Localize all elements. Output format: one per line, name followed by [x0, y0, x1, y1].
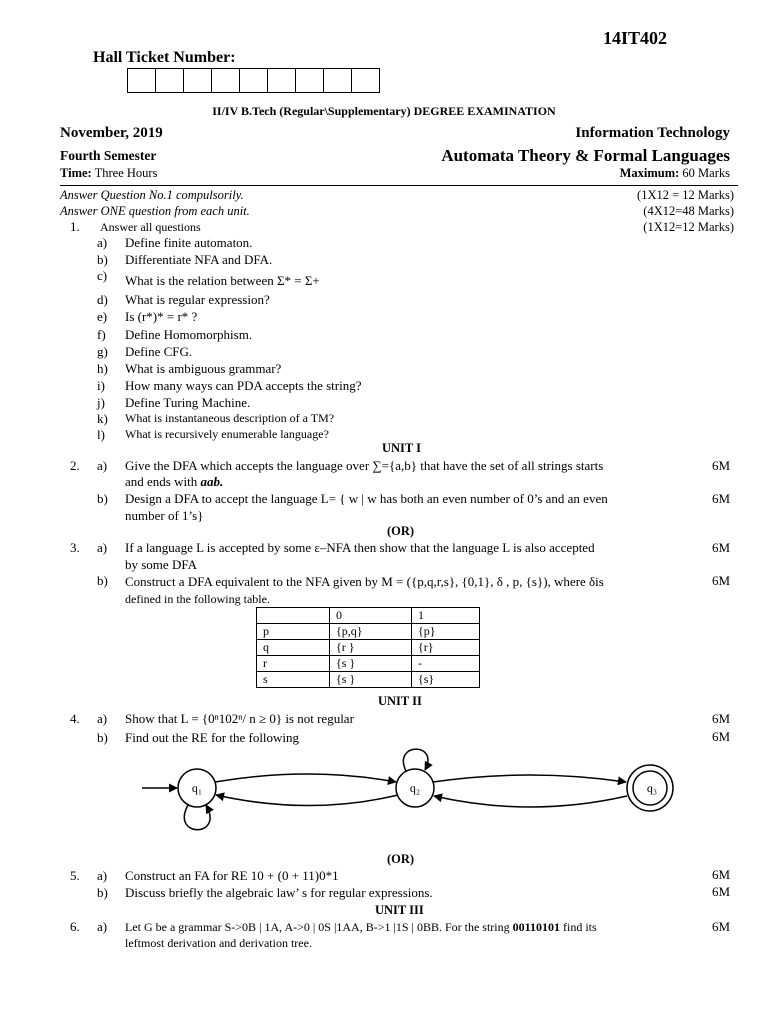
table-cell: {r}	[412, 640, 480, 656]
edge-q2-q3	[433, 775, 626, 782]
max-value: 60 Marks	[682, 166, 730, 180]
q6-number: 6.	[70, 919, 80, 934]
exam-date: November, 2019	[60, 125, 163, 141]
q2-number: 2.	[70, 458, 80, 473]
ticket-box	[212, 69, 240, 92]
table-cell: {p,q}	[330, 624, 412, 640]
ticket-box	[296, 69, 324, 92]
q2-self-loop	[403, 749, 428, 771]
q4b-marks: 6M	[712, 729, 731, 744]
q1-self-loop	[184, 805, 210, 830]
time-value: Three Hours	[94, 166, 158, 180]
q3a-label: a)	[97, 540, 108, 555]
table-header-cell: 1	[412, 608, 480, 624]
time-label: Time:	[60, 166, 92, 180]
table-row	[257, 640, 480, 656]
state-q1-label: q₁	[191, 781, 203, 795]
q1-part-text: What is recursively enumerable language?	[125, 427, 329, 441]
edge-q2-q1	[216, 795, 398, 806]
q1-part-text: Differentiate NFA and DFA.	[125, 252, 273, 267]
q6a-label: a)	[97, 919, 108, 934]
table-cell: q	[257, 640, 330, 656]
table-cell: {p}	[412, 624, 480, 640]
q1-part-label: e)	[97, 309, 108, 324]
edge-q3-q2	[434, 796, 627, 807]
state-q3-label: q₃	[646, 781, 658, 795]
q1-part-label: i)	[97, 378, 105, 393]
transition-table	[256, 607, 480, 688]
q5a-label: a)	[97, 868, 108, 883]
max-label: Maximum:	[619, 166, 680, 180]
q6a-marks: 6M	[712, 919, 731, 934]
table-cell: p	[257, 624, 330, 640]
hall-ticket-label: Hall Ticket Number:	[93, 49, 236, 66]
table-row	[257, 672, 480, 688]
q1-part-text: What is instantaneous description of a TM?	[125, 411, 335, 425]
q4a-marks: 6M	[712, 711, 731, 726]
q1-part-label: h)	[97, 361, 108, 376]
q2a-text-bold: aab.	[200, 474, 224, 489]
table-cell: r	[257, 656, 330, 672]
semester: Fourth Semester	[60, 148, 157, 163]
q1-marks: (1X12=12 Marks)	[643, 220, 734, 234]
ticket-box	[156, 69, 184, 92]
q1-part-label: j)	[97, 395, 105, 410]
q1-part-label: c)	[97, 268, 108, 283]
ticket-box	[324, 69, 352, 92]
course-code: 14IT402	[603, 28, 668, 48]
q6a-text	[125, 920, 597, 935]
q1-text: Answer all questions	[100, 220, 201, 234]
q1-part-text: What is the relation between Σ* = Σ+	[125, 273, 320, 288]
header-rule	[60, 185, 738, 186]
table-cell: {s}	[412, 672, 480, 688]
q1-part-text: How many ways can PDA accepts the string?	[125, 378, 362, 393]
q5-number: 5.	[70, 868, 80, 883]
unit-1-heading: UNIT I	[382, 441, 422, 455]
q2a-text: Give the DFA which accepts the language over ∑={a,b} that have the set of all strings starts	[125, 458, 604, 473]
or-divider: (OR)	[387, 852, 415, 866]
q2a-label: a)	[97, 458, 108, 473]
q4a-label: a)	[97, 711, 108, 726]
q4-number: 4.	[70, 711, 80, 726]
state-q2-label: q₂	[409, 781, 421, 795]
unit-3-heading: UNIT III	[375, 903, 424, 917]
q6a-text-bold: 00110101	[512, 920, 560, 934]
q6a-text-part1: Let G be a grammar S->0B | 1A, A->0 | 0S |1AA, B->1 |1S | 0BB. For the string	[125, 920, 513, 934]
q1-part-label: b)	[97, 252, 108, 267]
q2b-marks: 6M	[712, 491, 731, 506]
table-cell: {r }	[330, 640, 412, 656]
ticket-box	[352, 69, 379, 92]
q1-part-label: g)	[97, 344, 108, 359]
q6a-text-cont: leftmost derivation and derivation tree.	[125, 936, 312, 950]
department: Information Technology	[575, 125, 730, 141]
q3a-marks: 6M	[712, 540, 731, 555]
ticket-box	[268, 69, 296, 92]
table-cell: {s }	[330, 672, 412, 688]
q3b-text: Construct a DFA equivalent to the NFA given by M = ({p,q,r,s}, {0,1}, δ , p, {s}), where δis	[125, 574, 604, 589]
instruction-1-marks: (1X12 = 12 Marks)	[637, 188, 734, 202]
q1-part-text: Define Turing Machine.	[125, 395, 251, 410]
q2b-text: Design a DFA to accept the language L= { w | w has both an even number of 0’s and an even	[125, 491, 608, 506]
time-info	[60, 166, 157, 181]
q3a-text-cont: by some DFA	[125, 557, 197, 572]
q3b-marks: 6M	[712, 573, 731, 588]
table-cell: -	[412, 656, 480, 672]
q1-part-label: a)	[97, 235, 108, 250]
exam-title: II/IV B.Tech (Regular\Supplementary) DEGREE EXAMINATION	[212, 104, 556, 118]
table-header-cell: 0	[330, 608, 412, 624]
max-marks-info	[620, 166, 730, 181]
q3b-text-cont: defined in the following table.	[125, 592, 270, 606]
edge-q1-q2	[215, 774, 396, 782]
q1-part-text: Is (r*)* = r* ?	[125, 309, 198, 324]
q4b-label: b)	[97, 730, 108, 745]
q2a-text-cont	[125, 474, 223, 490]
q1-part-text: Define finite automaton.	[125, 235, 253, 250]
q1-part-text: Define Homomorphism.	[125, 327, 253, 342]
q5b-text: Discuss briefly the algebraic law’ s for regular expressions.	[125, 885, 433, 900]
q2b-text-cont: number of 1’s}	[125, 508, 204, 523]
table-row	[257, 656, 480, 672]
q1-number: 1.	[70, 219, 80, 234]
q4a-text: Show that L = {0ⁿ102ⁿ/ n ≥ 0} is not regular	[125, 711, 354, 726]
instruction-2: Answer ONE question from each unit.	[60, 204, 250, 218]
or-divider: (OR)	[387, 524, 415, 538]
q5b-marks: 6M	[712, 884, 731, 899]
q3-number: 3.	[70, 540, 80, 555]
unit-2-heading: UNIT II	[378, 694, 422, 708]
state-diagram	[130, 746, 690, 838]
q2b-label: b)	[97, 491, 108, 506]
instruction-1: Answer Question No.1 compulsorily.	[60, 188, 244, 202]
table-header-row	[257, 608, 480, 624]
q1-part-text: What is ambiguous grammar?	[125, 361, 282, 376]
subject-title: Automata Theory & Formal Languages	[441, 146, 730, 165]
q1-part-label: d)	[97, 292, 108, 307]
ticket-box	[240, 69, 268, 92]
q1-part-label: f)	[97, 327, 106, 342]
q3b-label: b)	[97, 573, 108, 588]
q1-part-text: What is regular expression?	[125, 292, 270, 307]
hall-ticket-boxes	[127, 68, 380, 93]
q5b-label: b)	[97, 885, 108, 900]
q4b-text: Find out the RE for the following	[125, 730, 300, 745]
q5a-marks: 6M	[712, 867, 731, 882]
q1-part-label: k)	[97, 411, 108, 426]
q1-part-label: l)	[97, 427, 105, 442]
instruction-2-marks: (4X12=48 Marks)	[643, 204, 734, 218]
table-header-cell	[257, 608, 330, 624]
ticket-box	[128, 69, 156, 92]
q3a-text: If a language L is accepted by some ε–NFA then show that the language L is also accepted	[125, 540, 595, 555]
table-cell: s	[257, 672, 330, 688]
q5a-text: Construct an FA for RE 10 + (0 + 11)0*1	[125, 868, 339, 883]
table-row	[257, 624, 480, 640]
q2a-text-line2: and ends with	[125, 474, 201, 489]
q1-part-text: Define CFG.	[125, 344, 193, 359]
q2a-marks: 6M	[712, 458, 731, 473]
table-cell: {s }	[330, 656, 412, 672]
q6a-text-part2: find its	[559, 920, 597, 934]
ticket-box	[184, 69, 212, 92]
